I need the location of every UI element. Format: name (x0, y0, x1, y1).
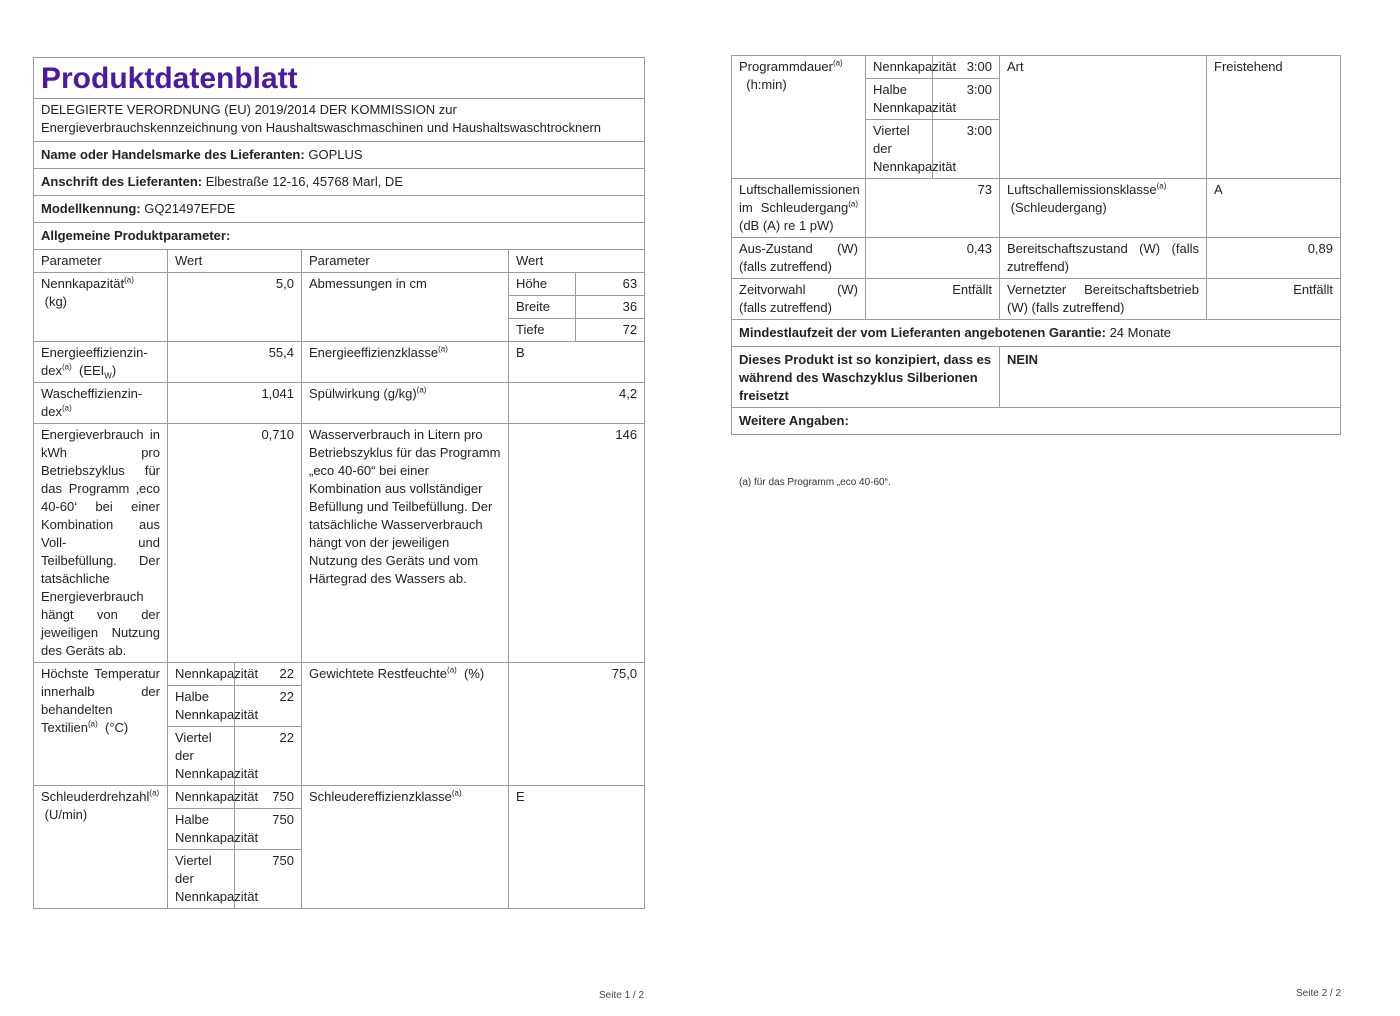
off-mode-label: Aus-Zustand (W) (falls zutreffend) (732, 238, 866, 279)
footnote: (a) für das Programm „eco 40-60“. (739, 477, 891, 488)
spin-speed-text: Schleuderdrehzahl (41, 789, 150, 804)
duration-quarter-value: 3:00 (933, 120, 1000, 179)
duration-quarter-label: Viertel der Nennkapazität (866, 120, 933, 179)
rated-capacity-label (34, 273, 168, 342)
footnote-marker: (a) (447, 665, 457, 675)
footnote-marker: (a) (832, 58, 843, 68)
water-consumption-value: 146 (509, 424, 645, 663)
spin-speed-unit: (U/min) (44, 807, 88, 822)
warranty-value: 24 Monate (1109, 325, 1172, 340)
noise-label (732, 179, 866, 238)
wash-efficiency-label (34, 383, 168, 424)
general-params-heading: Allgemeine Produktparameter: (34, 223, 645, 250)
supplier-name-row (34, 142, 645, 169)
header-value-1: Wert (168, 250, 302, 273)
header-value-2: Wert (509, 250, 645, 273)
residual-moisture-text: Gewichtete Restfeuchte (309, 666, 448, 681)
spin-class-text: Schleudereffizienzklasse (309, 789, 452, 804)
footnote-marker: (a) (451, 788, 462, 798)
eei-label-text: Energieeffizienzin- (41, 345, 148, 360)
spin-half-label: Halbe Nennkapazität (168, 809, 235, 850)
energy-consumption-label: Energieverbrauch in kWh pro Betriebszyklus für das Programm ‚eco 40-60‘ bei einer Kombination aus Voll- und Teilbefüllung. Der tatsächliche Energieverbrauch hängt von der jeweiligen Nutzung des Geräts ab. (34, 424, 168, 663)
duration-half-label: Halbe Nennkapazität (866, 79, 933, 120)
program-duration-label (732, 56, 866, 179)
footnote-marker: (a) (416, 385, 427, 395)
regulation-line-1: DELEGIERTE VERORDNUNG (EU) 2019/2014 DER KOMMISSION zur (41, 102, 457, 117)
footnote-marker: (a) (149, 788, 160, 798)
noise-class-label (1000, 179, 1207, 238)
delay-start-value: Entfällt (866, 279, 1000, 320)
supplier-address-row (34, 169, 645, 196)
wash-efficiency-value: 1,041 (168, 383, 302, 424)
eei-label (34, 342, 168, 383)
noise-class-value: A (1207, 179, 1341, 238)
energy-consumption-value: 0,710 (168, 424, 302, 663)
spin-half-value: 750 (235, 809, 302, 850)
eei-unit-sub: W (104, 371, 112, 381)
max-temp-quarter-label: Viertel der Nennkapazität (168, 727, 235, 786)
residual-moisture-unit: (%) (464, 666, 485, 681)
rated-capacity-text: Nennkapazität (41, 276, 125, 291)
spin-full-value: 750 (235, 786, 302, 809)
depth-value: 72 (576, 319, 645, 342)
noise-class-text: Luftschallemissionsklasse (1007, 182, 1157, 197)
delay-start-label: Zeitvorwahl (W) (falls zutreffend) (732, 279, 866, 320)
page-number-2: Seite 2 / 2 (1296, 988, 1342, 999)
depth-label: Tiefe (509, 319, 576, 342)
warranty-label: Mindestlaufzeit der vom Lieferanten angebotenen Garantie: (739, 325, 1106, 340)
wash-eff-text-2: dex (41, 404, 62, 419)
height-value: 63 (576, 273, 645, 296)
noise-value: 73 (866, 179, 1000, 238)
supplier-name-value: GOPLUS (308, 147, 363, 162)
product-sheet-page-1 (33, 57, 645, 909)
eei-value: 55,4 (168, 342, 302, 383)
rinse-value: 4,2 (509, 383, 645, 424)
warranty-row (732, 320, 1341, 347)
height-label: Höhe (509, 273, 576, 296)
off-mode-value: 0,43 (866, 238, 1000, 279)
max-temp-full-value: 22 (235, 663, 302, 686)
header-parameter-1: Parameter (34, 250, 168, 273)
max-temp-quarter-value: 22 (235, 727, 302, 786)
program-duration-text: Programmdauer (739, 59, 833, 74)
footnote-marker: (a) (848, 199, 858, 209)
model-row (34, 196, 645, 223)
header-parameter-2: Parameter (302, 250, 509, 273)
networked-standby-label: Vernetzter Bereitschaftsbetrieb (W) (falls zutreffend) (1000, 279, 1207, 320)
further-info-label: Weitere Angaben: (732, 408, 1341, 435)
max-temp-full-label: Nennkapazität (168, 663, 235, 686)
energy-class-label (302, 342, 509, 383)
water-consumption-label: Wasserverbrauch in Litern pro Betriebszyklus für das Programm „eco 40-60“ bei einer Kombination aus vollständiger Befüllung und Teilbefüllung. Der tatsächliche Wasserverbrauch hängt von der jeweiligen Nutzung des Geräts und vom Härtegrad des Wassers ab. (302, 424, 509, 663)
noise-class-unit: (Schleudergang) (1010, 200, 1107, 215)
page-title: Produktdatenblatt (34, 58, 645, 99)
type-value: Freistehend (1207, 56, 1341, 179)
page-number-1: Seite 1 / 2 (599, 990, 645, 1001)
max-temp-half-value: 22 (235, 686, 302, 727)
energy-class-text: Energieeffizienzklasse (309, 345, 439, 360)
supplier-name-label: Name oder Handelsmarke des Lieferanten: (41, 147, 305, 162)
noise-unit: (dB (A) re 1 pW) (739, 218, 834, 233)
eei-unit-close: ) (111, 363, 117, 378)
footnote-marker: (a) (87, 719, 98, 729)
max-temp-half-label: Halbe Nennkapazität (168, 686, 235, 727)
rated-capacity-value: 5,0 (168, 273, 302, 342)
standby-value: 0,89 (1207, 238, 1341, 279)
max-temp-unit: (°C) (104, 720, 129, 735)
rated-capacity-unit: (kg) (44, 294, 68, 309)
rinse-text: Spülwirkung (g/kg) (309, 386, 417, 401)
spin-class-value: E (509, 786, 645, 909)
model-label: Modellkennung: (41, 201, 141, 216)
supplier-address-value: Elbestraße 12-16, 45768 Marl, DE (205, 174, 403, 189)
residual-moisture-value: 75,0 (509, 663, 645, 786)
width-value: 36 (576, 296, 645, 319)
silver-ions-value: NEIN (1000, 347, 1341, 408)
eei-label-text-2: dex (41, 363, 62, 378)
program-duration-unit: (h:min) (746, 77, 787, 92)
silver-ions-label: Dieses Produkt ist so konzipiert, dass es während des Waschzyklus Silberionen freisetzt (732, 347, 1000, 408)
footnote-marker: (a) (1156, 181, 1167, 191)
footnote-marker: (a) (438, 344, 448, 354)
wash-eff-text: Wascheffizienzin- (41, 386, 143, 401)
spin-full-label: Nennkapazität (168, 786, 235, 809)
footnote-marker: (a) (61, 403, 72, 413)
dimensions-label: Abmessungen in cm (302, 273, 509, 342)
networked-standby-value: Entfällt (1207, 279, 1341, 320)
rinse-label (302, 383, 509, 424)
regulation-line-2: Energieverbrauchskennzeichnung von Haushaltswaschmaschinen und Haushaltswaschtrocknern (41, 120, 602, 135)
width-label: Breite (509, 296, 576, 319)
spin-class-label (302, 786, 509, 909)
footnote-marker: (a) (124, 275, 134, 285)
model-value: GQ21497EFDE (144, 201, 236, 216)
max-temp-label (34, 663, 168, 786)
footnote-marker: (a) (61, 362, 72, 372)
energy-class-value: B (509, 342, 645, 383)
spin-quarter-label: Viertel der Nennkapazität (168, 850, 235, 909)
standby-label: Bereitschaftszustand (W) (falls zutreffend) (1000, 238, 1207, 279)
noise-text: Luftschallemissionen im Schleudergang (739, 182, 860, 215)
regulation-text (34, 99, 645, 142)
supplier-address-label: Anschrift des Lieferanten: (41, 174, 203, 189)
max-temp-text: Höchste Temperatur innerhalb der behandelten Textilien (41, 666, 160, 735)
residual-moisture-label (302, 663, 509, 786)
spin-quarter-value: 750 (235, 850, 302, 909)
eei-unit: (EEI (78, 363, 105, 378)
duration-full-value: 3:00 (933, 56, 1000, 79)
product-sheet-page-2 (731, 55, 1341, 435)
spin-speed-label (34, 786, 168, 909)
type-label: Art (1000, 56, 1207, 179)
duration-full-label: Nennkapazität (866, 56, 933, 79)
duration-half-value: 3:00 (933, 79, 1000, 120)
